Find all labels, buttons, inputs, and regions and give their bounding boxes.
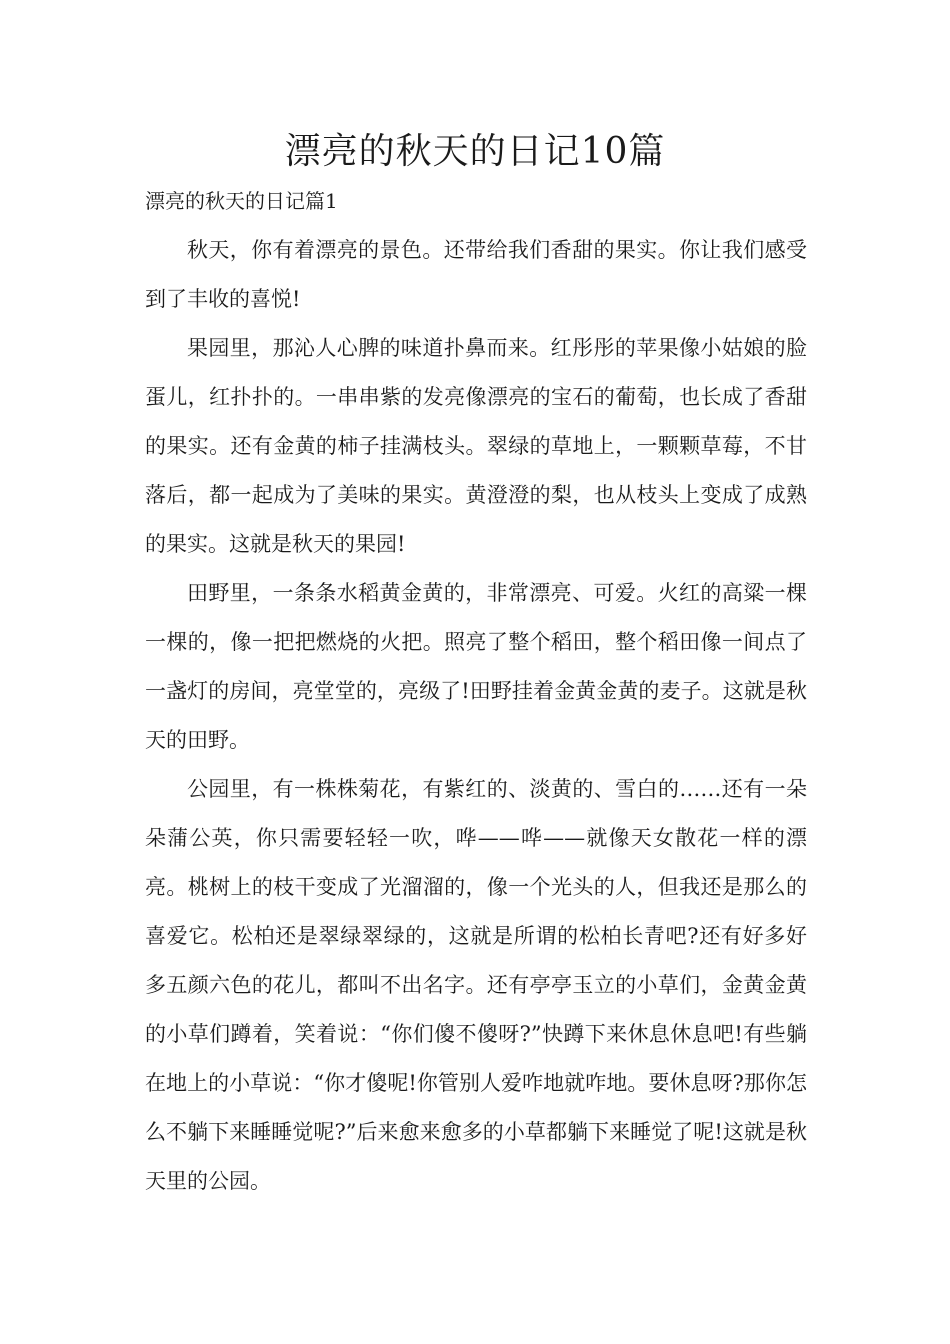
- paragraph-orchard: 果园里，那沁人心脾的味道扑鼻而来。红彤彤的苹果像小姑娘的脸蛋儿，红扑扑的。一串串紫的发亮像漂亮的宝石的葡萄，也长成了香甜的果实。还有金黄的柿子挂满枝头。翠绿的草地上，一颗颗草莓，不甘落后，都一起成为了美味的果实。黄澄澄的梨，也从枝头上变成了成熟的果实。这就是秋天的果园!: [145, 336, 807, 556]
- document-title: 漂亮的秋天的日记10篇: [284, 131, 666, 172]
- paragraph-field: 田野里，一条条水稻黄金黄的，非常漂亮、可爱。火红的高粱一棵一棵的，像一把把燃烧的火把。照亮了整个稻田，整个稻田像一间点了一盏灯的房间，亮堂堂的，亮级了!田野挂着金黄金黄的麦子。这就是秋天的田野。: [145, 581, 807, 752]
- document-body: [145, 226, 807, 1206]
- section-heading: 漂亮的秋天的日记篇1: [145, 189, 338, 213]
- paragraph-park: 公园里，有一株株菊花，有紫红的、淡黄的、雪白的……还有一朵朵蒲公英，你只需要轻轻一吹，哗——哗——就像天女散花一样的漂亮。桃树上的枝干变成了光溜溜的，像一个光头的人，但我还是那么的喜爱它。松柏还是翠绿翠绿的，这就是所谓的松柏长青吧?还有好多好多五颜六色的花儿，都叫不出名字。还有亭亭玉立的小草们，金黄金黄的小草们蹲着，笑着说：“你们傻不傻呀?”快蹲下来休息休息吧!有些躺在地上的小草说：“你才傻呢!你管别人爱咋地就咋地。要休息呀?那你怎么不躺下来睡睡觉呢?”后来愈来愈多的小草都躺下来睡觉了呢!这就是秋天里的公园。: [145, 777, 807, 1193]
- paragraph-intro: 秋天，你有着漂亮的景色。还带给我们香甜的果实。你让我们感受到了丰收的喜悦!: [145, 238, 807, 311]
